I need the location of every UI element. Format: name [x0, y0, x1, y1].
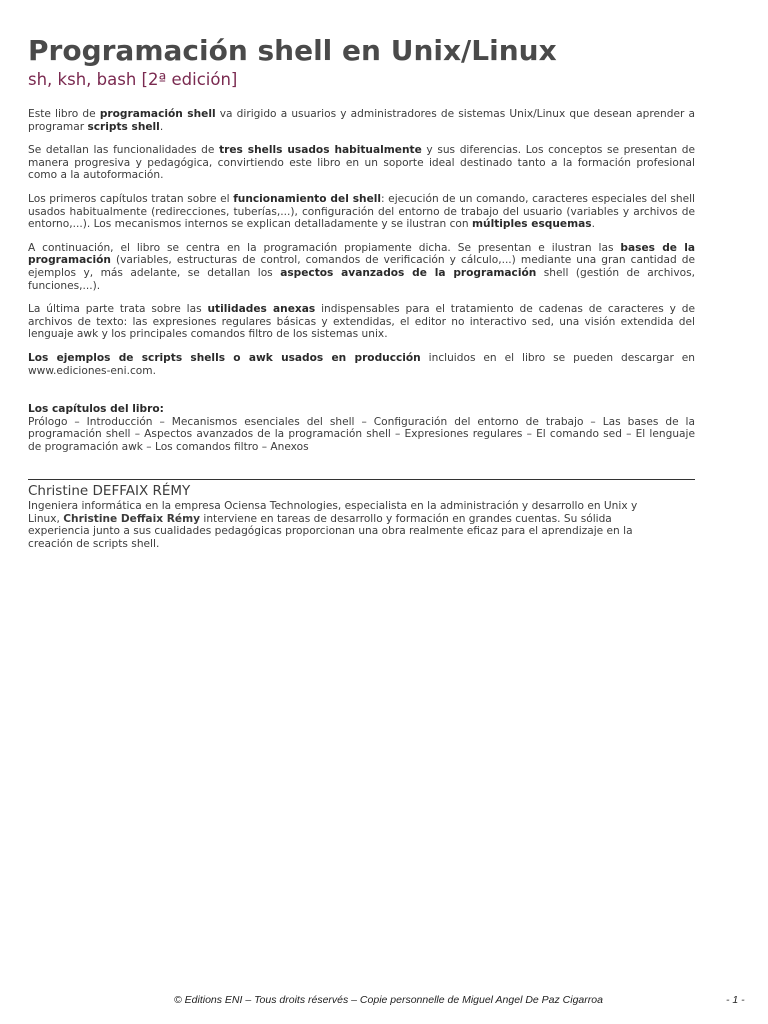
description-paragraph — [28, 242, 695, 292]
bold-text: Christine Deffaix Rémy — [63, 512, 201, 525]
bold-text: scripts shell — [87, 120, 160, 133]
text-run: (variables, estructuras de control, comandos de verificación y cálculo,...) mediante una gran cantidad de ejemplos y, más adelante, se detallan los — [28, 254, 695, 279]
copyright-notice: © Editions ENI – Tous droits réservés – Copie personnelle de Miguel Angel De Paz Cigarroa — [174, 994, 603, 1006]
bold-text: funcionamiento del shell — [233, 192, 382, 205]
text-run: incluidos en el libro se pueden descargar en www.ediciones-eni.com. — [28, 351, 696, 377]
bold-text: utilidades anexas — [207, 303, 316, 316]
text-run: : ejecución de un comando, caracteres especiales del shell usados habitualmente (redirecciones, tuberías,...), configuración del entorno de trabajo del usuario (variables y archivos de entorno,...). Los mecanismos internos se explican detalladamente y se ilustran con — [28, 192, 695, 231]
bold-text: bases de la programación — [28, 241, 695, 267]
book-title: Programación shell en Unix/Linux — [28, 34, 557, 67]
bold-text: aspectos avanzados de la programación — [280, 266, 537, 279]
text-run: y sus diferencias. Los conceptos se presentan de manera progresiva y pedagógica, convirtiendo este libro en un soporte ideal destinado tanto a la formación profesional como a la autoformación. — [28, 144, 695, 182]
author-section — [28, 479, 695, 550]
description-paragraph — [28, 193, 695, 231]
bold-text: tres shells usados habitualmente — [219, 144, 422, 157]
description-paragraph — [28, 303, 695, 341]
text-run: shell (gestión de archivos, funciones,...). — [28, 266, 696, 292]
text-run: Los primeros capítulos tratan sobre el — [28, 192, 234, 205]
author-divider — [28, 479, 695, 480]
text-run: indispensables para el tratamiento de cadenas de caracteres y de archivos de texto: las expresiones regulares básicas y extendidas, el editor no interactivo sed, una visión extendida del lenguaje awk y los principales comandos filtro de los sistemas unix. — [28, 303, 696, 341]
author-bio — [28, 500, 668, 550]
description — [28, 108, 695, 453]
chapters-list: Prólogo – Introducción – Mecanismos esenciales del shell – Configuración del entorno de trabajo – Las bases de la programación shell – Aspectos avanzados de la programación shell – Expresiones regulares – El comando sed – El lenguaje de programación awk – Los comandos filtro – Anexos — [28, 415, 695, 453]
text-run: Se detallan las funcionalidades de — [28, 144, 220, 157]
text-run: Ingeniera informática en la empresa Ociensa Technologies, especialista en la administración y desarrollo en Unix y Linux, — [28, 500, 638, 525]
book-subtitle: sh, ksh, bash [2ª edición] — [28, 70, 238, 89]
chapters-heading: Los capítulos del libro: — [28, 403, 164, 416]
author-name: Christine DEFFAIX RÉMY — [28, 483, 191, 499]
bold-text: programación shell — [99, 108, 216, 120]
text-run: . — [591, 218, 595, 231]
page-number: - 1 - — [726, 994, 745, 1006]
bold-text: Los ejemplos de scripts shells o awk usados en producción — [28, 351, 421, 364]
description-paragraph — [28, 144, 695, 182]
description-paragraph — [28, 352, 695, 377]
text-run: interviene en tareas de desarrollo y formación en grandes cuentas. Su sólida experiencia junto a sus cualidades pedagógicas proporcionan una obra realmente eficaz para el aprendizaje en la creación de scripts shell. — [28, 512, 633, 550]
text-run: Este libro de — [28, 108, 100, 120]
description-paragraph — [28, 108, 695, 133]
bold-text: múltiples esquemas — [471, 218, 592, 231]
text-run: La última parte trata sobre las — [28, 303, 208, 316]
text-run: A continuación, el libro se centra en la programación propiamente dicha. Se presentan e ilustran las — [28, 241, 621, 254]
text-run: . — [159, 120, 164, 133]
text-run: va dirigido a usuarios y administradores de sistemas Unix/Linux que desean aprender a programar — [28, 108, 695, 133]
